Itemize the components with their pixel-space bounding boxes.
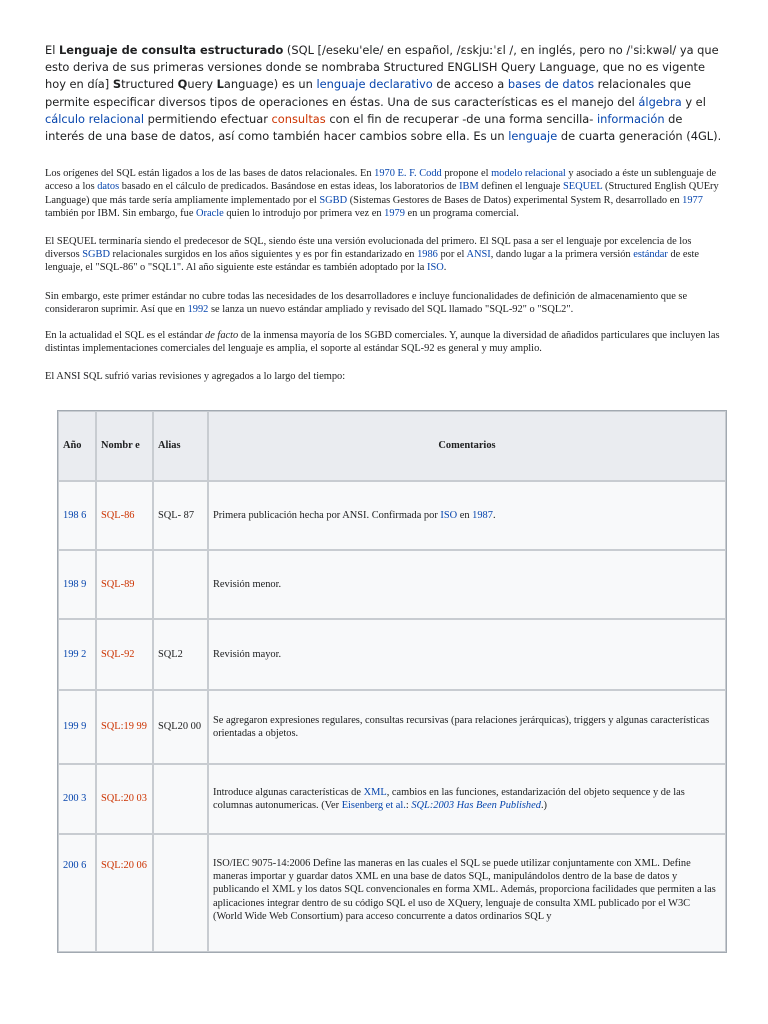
sql-versions-table	[57, 410, 727, 953]
comment-text: .)	[540, 800, 547, 811]
sequel-paragraph	[45, 235, 725, 275]
link-1979[interactable]: 1979	[384, 207, 405, 219]
body-text: propone el	[441, 168, 492, 180]
body-text: Los orígenes del SQL están ligados a los de las bases de datos relacionales. En	[45, 168, 375, 180]
body-text: En la actualidad el SQL es el estándar	[45, 330, 206, 342]
body-text: se lanza un nuevo estándar ampliado y revisado del SQL llamado "SQL-92" o "SQL2".	[208, 303, 574, 315]
table-row	[58, 550, 726, 619]
body-text: , dando lugar a la primera versión	[490, 249, 634, 261]
body-text: Sin embargo, este primer estándar no cubre todas las necesidades de los desarrolladores e incluye funcionalidades de definición de almacenamiento que se consideraron suprimir. Así que en	[45, 290, 688, 315]
acronym-letter-s: S	[112, 77, 122, 92]
comment-cell	[208, 764, 726, 834]
article-title-bold: Lenguaje de consulta estructurado	[58, 43, 284, 57]
acronym-letter-q: Q	[177, 77, 188, 92]
de-facto-paragraph	[45, 329, 725, 355]
link-sgbd[interactable]: SGBD	[319, 194, 348, 206]
body-text: de este lenguaje, el "SQL-86" o "SQL1". Al año siguiente este estándar es también adoptado por la	[45, 249, 700, 274]
italic-de-facto: de facto	[205, 330, 239, 342]
body-text: (Sistemas Gestores de Bases de Datos) experimental System R, desarrollado en	[347, 194, 683, 206]
alias-cell: SQL20 00	[153, 690, 208, 764]
link-xml[interactable]: XML	[363, 786, 387, 798]
body-text: en un programa comercial.	[404, 207, 519, 219]
link-informacion[interactable]: información	[597, 111, 665, 126]
year-link[interactable]: 199 2	[58, 619, 96, 690]
link-iso[interactable]: ISO	[427, 262, 444, 274]
body-text: también por IBM. Sin embargo, fue	[45, 207, 197, 219]
alias-cell	[153, 834, 208, 952]
version-link[interactable]: SQL-89	[96, 550, 153, 619]
comment-text: Primera publicación hecha por ANSI. Confirmada por	[213, 509, 441, 521]
link-1987[interactable]: 1987	[472, 509, 493, 521]
header-name: Nombr e	[96, 411, 153, 481]
body-text: relacionales surgidos en los años siguientes y es por fin estandarizado en	[109, 249, 418, 261]
link-algebra[interactable]: álgebra	[638, 94, 682, 109]
version-link[interactable]: SQL:20 06	[96, 834, 153, 952]
link-1970[interactable]: 1970	[374, 168, 395, 180]
link-modelo-relacional[interactable]: modelo relacional	[491, 168, 566, 180]
link-sql2003-published[interactable]: SQL:2003 Has Been Published	[411, 800, 541, 811]
comment-text: en	[457, 509, 473, 521]
intro-text: El	[45, 43, 59, 57]
year-link[interactable]: 198 9	[58, 550, 96, 619]
link-consultas[interactable]: consultas	[271, 111, 326, 126]
link-iso[interactable]: ISO	[440, 509, 458, 521]
version-link[interactable]: SQL-86	[96, 481, 153, 550]
year-link[interactable]: 199 9	[58, 690, 96, 764]
acronym-letter-l: L	[216, 77, 224, 92]
body-text: basado en el cálculo de predicados. Basándose en estas ideas, los laboratorios de	[119, 181, 460, 193]
intro-paragraph	[45, 42, 725, 145]
intro-text: de interés de una base de datos, así como también hacer cambios sobre ella. Es un	[45, 111, 683, 144]
intro-text: de cuarta generación (4GL).	[557, 129, 722, 144]
comment-text: Introduce algunas características de	[213, 786, 364, 798]
link-1992[interactable]: 1992	[187, 303, 209, 315]
link-1986[interactable]: 1986	[417, 249, 438, 261]
link-estandar[interactable]: estándar	[633, 249, 668, 261]
link-oracle[interactable]: Oracle	[196, 207, 224, 219]
article-body	[45, 38, 725, 384]
intro-text: y el	[681, 94, 706, 109]
link-1977[interactable]: 1977	[682, 194, 703, 206]
version-link[interactable]: SQL:19 99	[96, 690, 153, 764]
body-text: definen el lenguaje	[478, 181, 563, 193]
body-text: por el	[437, 249, 467, 261]
table-row	[58, 690, 726, 764]
year-link[interactable]: 200 3	[58, 764, 96, 834]
year-link[interactable]: 198 6	[58, 481, 96, 550]
table-row	[58, 481, 726, 550]
link-sgbd[interactable]: SGBD	[82, 249, 110, 261]
comment-text: , cambios en las funciones, estandarización del objeto sequence y de las columnas autonumericas. (Ver	[213, 786, 685, 811]
link-sequel[interactable]: SEQUEL	[562, 181, 603, 193]
link-datos[interactable]: datos	[97, 181, 120, 193]
comment-text: .	[492, 509, 496, 521]
alias-cell: SQL- 87	[153, 481, 208, 550]
table-row	[58, 764, 726, 834]
origins-paragraph	[45, 167, 725, 220]
version-link[interactable]: SQL-92	[96, 619, 153, 690]
intro-text: tructured	[121, 77, 178, 92]
comment-cell: Revisión menor.	[208, 550, 726, 619]
body-text: (Structured English QUEry Language) que más tarde sería ampliamente implementado por el	[45, 181, 719, 206]
comment-cell: ISO/IEC 9075-14:2006 Define las maneras en las cuales el SQL se puede utilizar conjuntamente con XML. Define maneras importar y guardar datos XML en una base de datos SQL, manipulándolos dentro de la base de datos y publicando el XML y los datos SQL convencionales en forma XML. Además, proporciona facilidades que permiten a las aplicaciones integrar dentro de su código SQL el uso de XQuery, lenguaje de consulta XML publicado por el W3C (World Wide Web Consortium) para acceso concurrente a datos ordinarios SQL y	[208, 834, 726, 952]
body-text: El SEQUEL terminaría siendo el predecesor de SQL, siendo éste una versión evolucionada del primero. El SQL pasa a ser el lenguaje por excelencia de los diversos	[45, 236, 692, 261]
header-alias: Alias	[153, 411, 208, 481]
alias-cell	[153, 764, 208, 834]
intro-text: con el fin de recuperar -de una forma sencilla-	[325, 111, 597, 126]
link-codd[interactable]: E. F. Codd	[397, 168, 442, 180]
intro-text: permitiendo efectuar	[144, 111, 272, 126]
intro-text: uery	[187, 77, 217, 92]
body-text: quien lo introdujo por primera vez en	[223, 207, 385, 219]
link-bases-de-datos[interactable]: bases de datos	[507, 77, 595, 92]
intro-text: (SQL [/eseku'ele/ en español, /ɛskjuːˈɛl /, en inglés, pero no /ˈsiːkwəl/ ya que esto deriva de sus primeras versiones donde se nombraba Structured ENGLISH Query Language, que no es vigente hoy en día]	[45, 43, 719, 92]
comment-cell: Revisión mayor.	[208, 619, 726, 690]
table-header-row	[58, 411, 726, 481]
link-ansi[interactable]: ANSI	[466, 249, 491, 261]
table-row	[58, 619, 726, 690]
header-year: Año	[58, 411, 96, 481]
comment-text: :	[405, 800, 412, 811]
link-ibm[interactable]: IBM	[459, 181, 479, 193]
link-lenguaje[interactable]: lenguaje	[508, 129, 558, 144]
alias-cell: SQL2	[153, 619, 208, 690]
body-text: de la inmensa mayoría de los SGBD comerciales. Y, aunque la diversidad de añadidos particulares que incluyen las distintas implementaciones comerciales del lenguaje es amplia, el soporte al estándar SQL-92 es general y muy amplio.	[45, 330, 720, 355]
header-comments: Comentarios	[208, 411, 726, 481]
link-calculo-relacional[interactable]: cálculo relacional	[45, 111, 144, 126]
alias-cell	[153, 550, 208, 619]
table-row	[58, 834, 726, 952]
year-link[interactable]: 200 6	[58, 834, 96, 952]
link-eisenberg[interactable]: Eisenberg et al.	[341, 800, 406, 811]
comment-cell	[208, 481, 726, 550]
link-lenguaje-declarativo[interactable]: lenguaje declarativo	[316, 77, 433, 92]
version-link[interactable]: SQL:20 03	[96, 764, 153, 834]
sql92-paragraph	[45, 290, 725, 316]
body-text: y asociado a éste un sublenguaje de acceso a los	[45, 168, 717, 193]
intro-text: relacionales que permite especificar diversos tipos de operaciones en éstas. Una de sus características es el manejo del	[45, 77, 692, 109]
revisions-intro: El ANSI SQL sufrió varias revisiones y agregados a lo largo del tiempo:	[45, 371, 346, 383]
body-text: .	[443, 262, 447, 274]
intro-text: anguage) es un	[223, 77, 317, 92]
intro-text: de acceso a	[432, 77, 508, 92]
comment-cell: Se agregaron expresiones regulares, consultas recursivas (para relaciones jerárquicas), triggers y algunas características orientadas a objetos.	[208, 690, 726, 764]
